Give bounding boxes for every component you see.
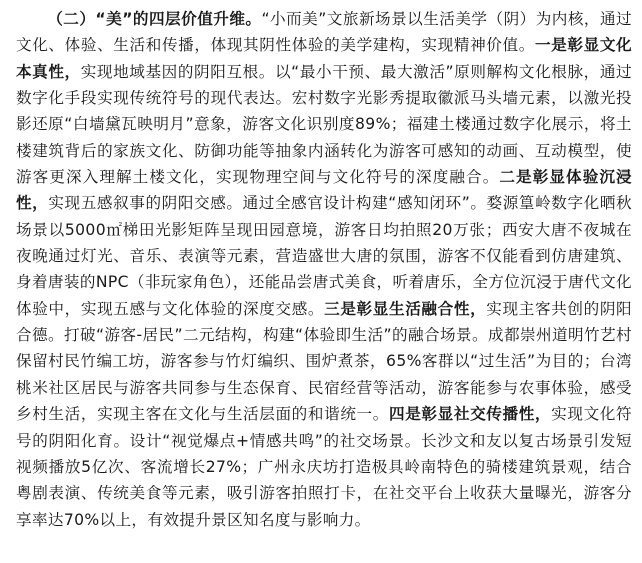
point-4-label: 四是彰显社交传播性， — [388, 405, 552, 424]
point-3-text: 实现主客共创的阴阳合德。打破“游客-居民”二元结构，构建“体验即生活”的融合场景。成都崇州道明竹艺村保留村民竹编工坊，游客参与竹灯编织、围炉煮茶，65%客群以“过生活”为目的；台湾桃米社区居民与游客共同参与生态保育、民宿经营等活动，游客能参与农事体验，感受乡村生活，实现主客在文化与生活层面的和谐统一。 — [16, 299, 632, 424]
section-intro: “小而美”文旅新场景以生活美学（阴）为内核，通过文化、体验、生活和传播，体现其阴性体验的美学建构，实现精神价值。 — [16, 10, 632, 55]
point-1-label: 一是彰显文化本真性， — [16, 36, 632, 81]
point-2-text: 实现五感叙事的阴阳交感。通过全感官设计构建“感知闭环”。婺源篁岭数字化晒秋场景以5000㎡梯田光影矩阵呈现田园意境，游客日均拍照20万张；西安大唐不夜城在夜晚通过灯光、音乐、表演等元素，营造盛世大唐的氛围，游客不仅能看到仿唐建筑、身着唐装的NPC（非玩家角色），还能品尝唐式美食，听着唐乐，全方位沉浸于唐代文化体验中，实现五感与文化体验的深度交感。 — [16, 194, 632, 318]
section-heading: （二）“美”的四层价值升维。 — [47, 10, 262, 28]
point-4-text: 实现文化符号的阴阳化育。设计“视觉爆点+情感共鸣”的社交场景。长沙文和友以复古场景引发短视频播放5亿次、客流增长27%；广州永庆坊打造极具岭南特色的骑楼建筑景观，结合粤剧表演、传统美食等元素，吸引游客拍照打卡，在社交平台上收获大量曝光，游客分享率达70%以上，有效提升景区知名度与影响力。 — [16, 405, 632, 529]
point-2-label: 二是彰显体验沉浸性， — [16, 168, 632, 213]
point-1-text: 实现地域基因的阴阳互根。以“最小干预、最大激活”原则解构文化根脉，通过数字化手段实现传统符号的现代表达。宏村数字光影秀提取徽派马头墙元素，以激光投影还原“白墙黛瓦映明月”意象，游客文化识别度89%；福建土楼通过数字化展示，将土楼建筑背后的家族文化、防御功能等抽象内涵转化为游客可感知的动画、互动模型，使游客更深入理解土楼文化，实现物理空间与文化符号的深度融合。 — [16, 62, 632, 187]
body-paragraph — [16, 6, 632, 533]
point-3-label: 三是彰显生活融合性， — [324, 299, 487, 318]
